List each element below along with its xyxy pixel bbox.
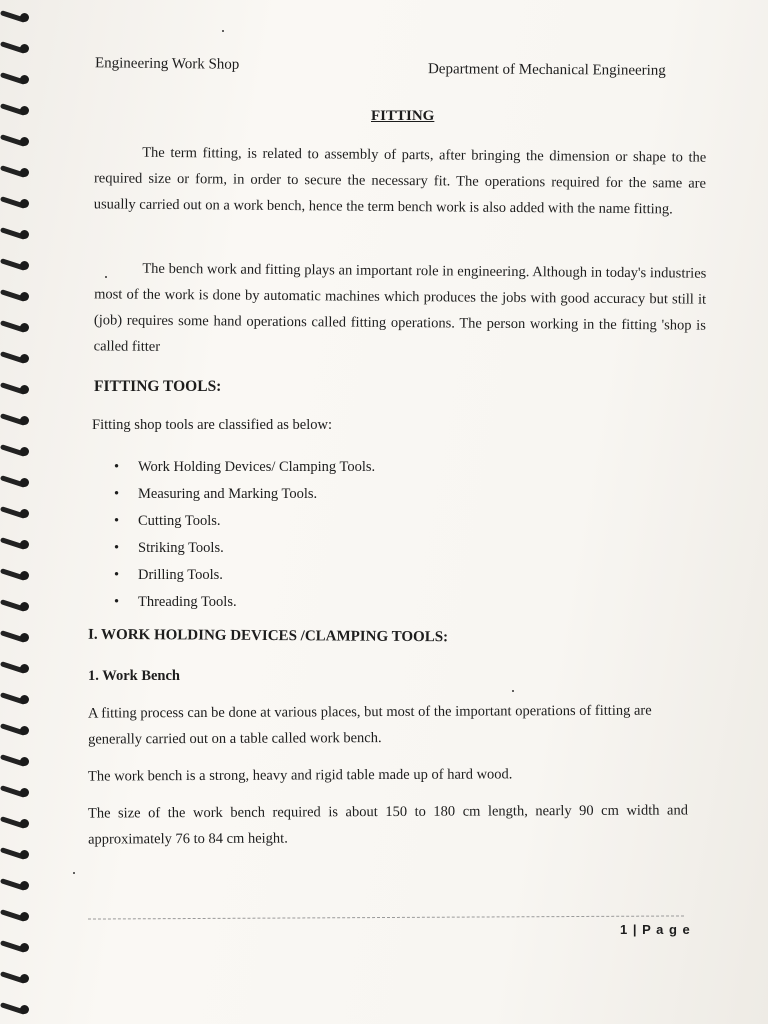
fitting-tools-list	[110, 454, 375, 616]
binding-coil	[0, 41, 34, 55]
binding-hole	[20, 509, 29, 518]
list-item	[110, 589, 375, 616]
fitting-tools-heading: FITTING TOOLS:	[94, 378, 222, 395]
bullet-icon: •	[114, 567, 120, 583]
footer-divider	[88, 915, 684, 919]
binding-hole	[20, 819, 29, 828]
binding-hole	[20, 540, 29, 549]
binding-hole	[20, 261, 29, 270]
header-course-title: Engineering Work Shop	[94, 55, 240, 73]
binding-coil	[0, 1002, 34, 1016]
list-item-text: Drilling Tools.	[138, 567, 223, 583]
binding-coil	[0, 382, 34, 396]
binding-hole	[20, 850, 29, 859]
binding-coil	[0, 847, 34, 861]
binding-coil	[0, 444, 34, 458]
bullet-icon: •	[114, 459, 120, 475]
binding-hole	[20, 354, 29, 363]
list-item	[110, 508, 375, 535]
list-item-text: Threading Tools.	[138, 594, 237, 610]
binding-hole	[20, 292, 29, 301]
intro-paragraph-1	[94, 139, 707, 222]
binding-hole	[20, 323, 29, 332]
binding-hole	[20, 416, 29, 425]
list-item-text: Cutting Tools.	[138, 513, 221, 529]
ink-speck	[512, 690, 514, 692]
work-bench-paragraph-3: The size of the work bench required is about 150 to 180 cm length, nearly 90 cm width and approximately 76 to 84 cm height.	[87, 802, 688, 848]
ink-speck	[105, 276, 107, 278]
binding-hole	[20, 757, 29, 766]
binding-hole	[20, 199, 29, 208]
binding-coil	[0, 165, 34, 179]
binding-coil	[0, 134, 34, 148]
list-item	[110, 454, 375, 481]
binding-hole	[20, 75, 29, 84]
bullet-icon: •	[114, 486, 120, 502]
binding-coil	[0, 630, 34, 644]
list-item-text: Striking Tools.	[138, 540, 224, 556]
binding-coil	[0, 227, 34, 241]
binding-hole	[20, 974, 29, 983]
binding-coil	[0, 537, 34, 551]
binding-coil	[0, 971, 34, 985]
binding-coil	[0, 258, 34, 272]
binding-hole	[20, 633, 29, 642]
binding-coil	[0, 599, 34, 613]
binding-coil	[0, 475, 34, 489]
binding-hole	[20, 912, 29, 921]
binding-coil	[0, 692, 34, 706]
spiral-binding	[0, 0, 40, 1024]
binding-hole	[20, 137, 29, 146]
work-bench-paragraph-2: The work bench is a strong, heavy and rigid table made up of hard wood.	[87, 766, 513, 785]
binding-hole	[20, 106, 29, 115]
binding-coil	[0, 506, 34, 520]
binding-coil	[0, 320, 34, 334]
binding-coil	[0, 878, 34, 892]
intro-paragraph-2-text: The bench work and fitting plays an important role in engineering. Although in today's industries most of the work is done by automatic machines which produces the jobs with good accuracy but still it (job) requires some hand operations called fitting operations. The person working in the fitting 'shop is called fitter	[93, 260, 707, 355]
page-number: 1 | P a g e	[620, 922, 691, 937]
list-item	[110, 535, 375, 562]
list-item-text: Measuring and Marking Tools.	[138, 486, 318, 502]
binding-hole	[20, 447, 29, 456]
fitting-tools-intro: Fitting shop tools are classified as below:	[92, 417, 333, 433]
header-department: Department of Mechanical Engineering	[427, 61, 666, 79]
work-bench-paragraph-1: A fitting process can be done at various places, but most of the important operations of fitting are generally carried out on a table called work bench.	[87, 702, 652, 748]
binding-hole	[20, 478, 29, 487]
ink-speck	[73, 872, 75, 874]
binding-hole	[20, 1005, 29, 1014]
binding-hole	[20, 44, 29, 53]
bullet-icon: •	[114, 540, 120, 556]
binding-coil	[0, 103, 34, 117]
binding-hole	[20, 385, 29, 394]
binding-hole	[20, 788, 29, 797]
list-item	[110, 481, 375, 508]
binding-coil	[0, 816, 34, 830]
binding-coil	[0, 351, 34, 365]
binding-hole	[20, 664, 29, 673]
binding-coil	[0, 661, 34, 675]
ink-speck	[222, 30, 224, 32]
list-item	[110, 562, 375, 589]
binding-coil	[0, 940, 34, 954]
binding-coil	[0, 196, 34, 210]
binding-hole	[20, 602, 29, 611]
binding-coil	[0, 413, 34, 427]
work-holding-heading: I. WORK HOLDING DEVICES /CLAMPING TOOLS:	[87, 626, 449, 646]
binding-coil	[0, 289, 34, 303]
binding-hole	[20, 230, 29, 239]
list-item-text: Work Holding Devices/ Clamping Tools.	[138, 459, 376, 475]
binding-hole	[20, 13, 29, 22]
binding-coil	[0, 10, 34, 24]
binding-hole	[20, 571, 29, 580]
binding-coil	[0, 909, 34, 923]
binding-hole	[20, 726, 29, 735]
binding-coil	[0, 72, 34, 86]
intro-paragraph-1-text: The term fitting, is related to assembly of parts, after bringing the dimension or shape to the required size or form, in order to secure the necessary fit. The operations required for the same are usually carried out on a work bench, hence the term bench work is also added with the name fitting.	[93, 144, 707, 218]
binding-coil	[0, 568, 34, 582]
binding-hole	[20, 695, 29, 704]
bullet-icon: •	[114, 594, 120, 610]
bullet-icon: •	[114, 513, 120, 529]
page-title: FITTING	[371, 108, 435, 124]
binding-hole	[20, 168, 29, 177]
binding-hole	[20, 881, 29, 890]
work-bench-subheading: 1. Work Bench	[88, 668, 180, 684]
intro-paragraph-2	[94, 255, 707, 364]
binding-coil	[0, 785, 34, 799]
binding-hole	[20, 943, 29, 952]
binding-coil	[0, 723, 34, 737]
binding-coil	[0, 754, 34, 768]
